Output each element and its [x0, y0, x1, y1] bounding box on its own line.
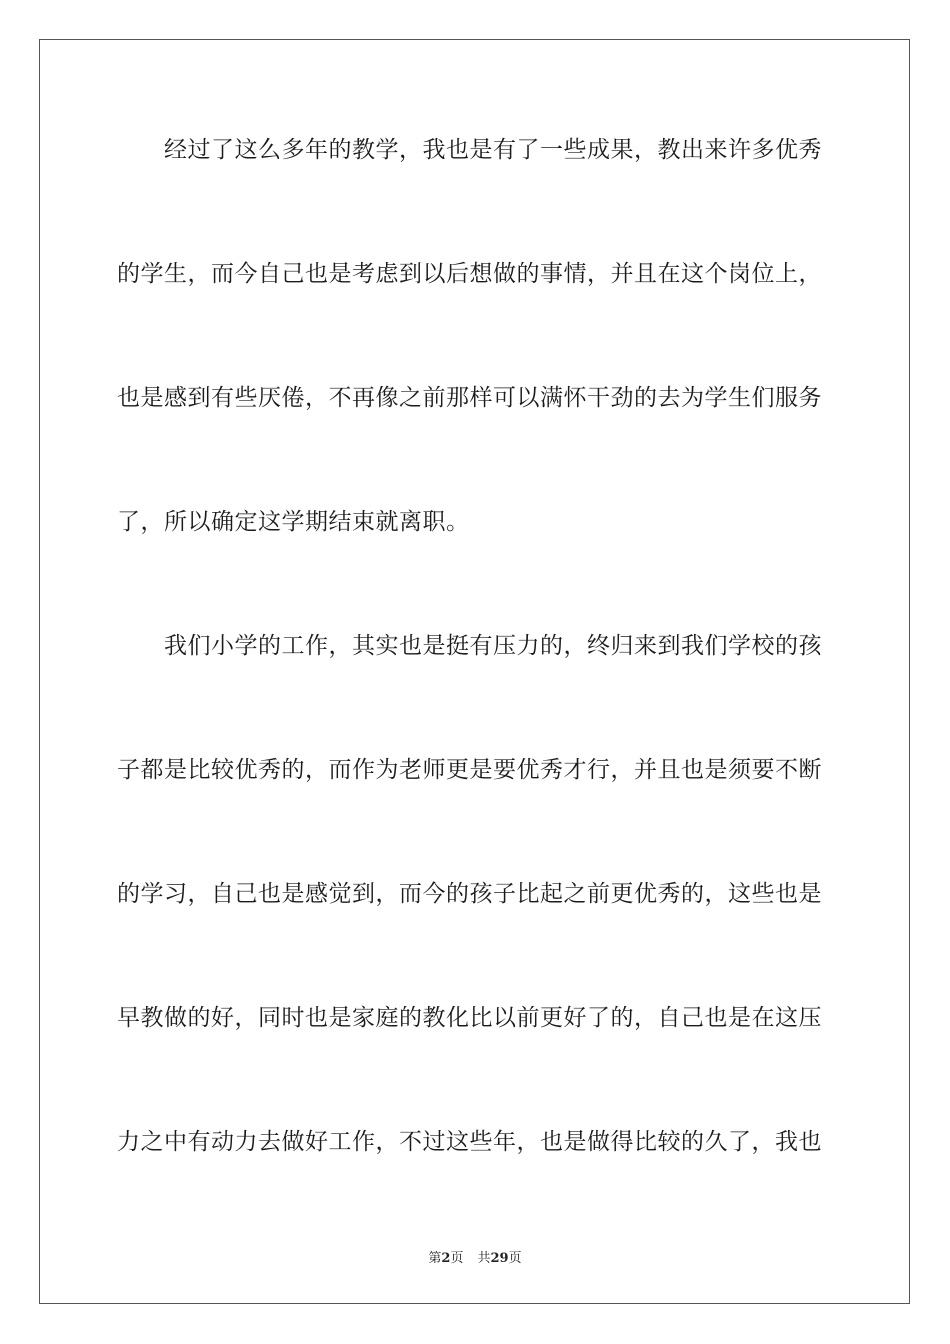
paragraph-2-line-3: 的学习，自己也是感觉到，而今的孩子比起之前更优秀的，这些也是: [117, 881, 822, 907]
paragraph-2-line-4: 早教做的好，同时也是家庭的教化比以前更好了的，自己也是在这压: [117, 1005, 822, 1031]
paragraph-1-line-3: 也是感到有些厌倦，不再像之前那样可以满怀干劲的去为学生们服务: [117, 385, 822, 411]
page-footer: [0, 1247, 950, 1266]
page-suffix: 页: [450, 1251, 464, 1266]
total-prefix: 共: [477, 1251, 491, 1266]
paragraph-2-line-1: 我们小学的工作，其实也是挺有压力的，终归来到我们学校的孩: [164, 633, 822, 659]
page-prefix: 第: [428, 1251, 442, 1266]
paragraph-1-line-4: 了，所以确定这学期结束就离职。: [117, 509, 470, 535]
total-suffix: 页: [508, 1251, 522, 1266]
total-pages: 29: [490, 1251, 509, 1266]
page-number: 2: [441, 1251, 451, 1266]
paragraph-2-line-5: 力之中有动力去做好工作，不过这些年，也是做得比较的久了，我也: [117, 1129, 822, 1155]
paragraph-2-line-2: 子都是比较优秀的，而作为老师更是要优秀才行，并且也是须要不断: [117, 757, 822, 783]
paragraph-1-line-1: 经过了这么多年的教学，我也是有了一些成果，教出来许多优秀: [164, 137, 822, 163]
page-border: [39, 39, 910, 1304]
paragraph-1-line-2: 的学生，而今自己也是考虑到以后想做的事情，并且在这个岗位上，: [117, 261, 822, 287]
